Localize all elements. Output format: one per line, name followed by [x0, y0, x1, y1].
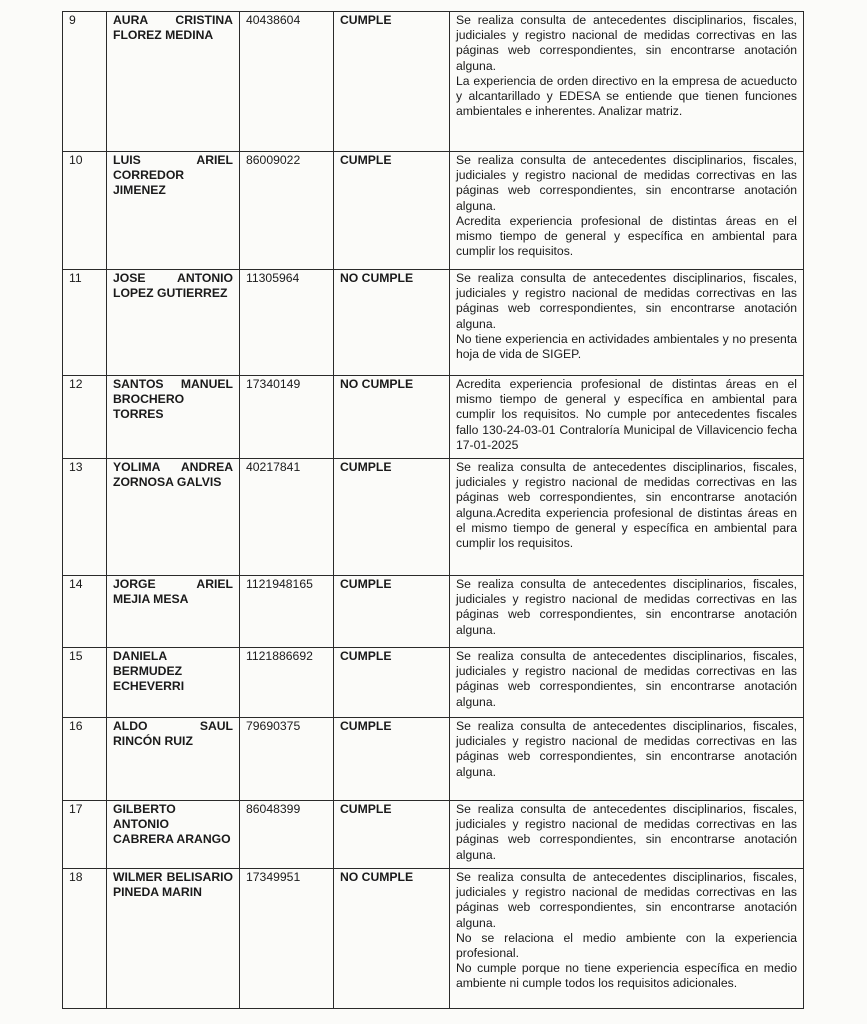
candidate-name: YOLIMA ANDREA ZORNOSA GALVIS — [107, 459, 240, 576]
observation-text: Se realiza consulta de antecedentes disciplinarios, fiscales, judiciales y registro nacional de medidas correctivas en las páginas web correspondientes, sin encontrarse anotación alguna. — [456, 271, 797, 331]
candidate-id: 17340149 — [240, 376, 334, 459]
table-row — [63, 576, 804, 648]
table-row — [63, 869, 804, 1009]
status-cell: CUMPLE — [334, 576, 450, 648]
candidate-id: 40438604 — [240, 12, 334, 152]
row-number: 17 — [63, 801, 107, 869]
observation-text: Se realiza consulta de antecedentes disciplinarios, fiscales, judiciales y registro nacional de medidas correctivas en las páginas web correspondientes, sin encontrarse anotación alguna. — [456, 719, 797, 779]
row-number: 12 — [63, 376, 107, 459]
observation-text: Acredita experiencia profesional de distintas áreas en el mismo tiempo de general y específica en ambiental para cumplir los requisitos. No cumple por antecedentes fiscales fallo 130-24-03-01 Contraloría Municipal de Villavicencio fecha 17-01-2025 — [456, 377, 797, 452]
row-number: 13 — [63, 459, 107, 576]
table-row — [63, 801, 804, 869]
candidate-id: 17349951 — [240, 869, 334, 1009]
candidate-name: SANTOS MANUEL BROCHERO TORRES — [107, 376, 240, 459]
candidate-name: JORGE ARIEL MEJIA MESA — [107, 576, 240, 648]
table-row — [63, 376, 804, 459]
observation-text: Acredita experiencia profesional de distintas áreas en el mismo tiempo de general y específica en ambiental para cumplir los requisitos. — [456, 213, 797, 259]
observation-text: Se realiza consulta de antecedentes disciplinarios, fiscales, judiciales y registro nacional de medidas correctivas en las páginas web correspondientes, sin encontrarse anotación alguna. — [456, 802, 797, 862]
status-cell: CUMPLE — [334, 801, 450, 869]
candidates-table — [62, 11, 804, 1009]
table-row — [63, 152, 804, 270]
observations-cell — [450, 12, 804, 152]
observations-cell — [450, 152, 804, 270]
row-number: 9 — [63, 12, 107, 152]
observation-text: No se relaciona el medio ambiente con la experiencia profesional. — [456, 930, 797, 961]
table-row — [63, 718, 804, 801]
candidate-name: JOSE ANTONIO LOPEZ GUTIERREZ — [107, 270, 240, 376]
observation-text: Se realiza consulta de antecedentes disciplinarios, fiscales, judiciales y registro nacional de medidas correctivas en las páginas web correspondientes, sin encontrarse anotación alguna. — [456, 870, 797, 930]
table-row — [63, 270, 804, 376]
row-number: 14 — [63, 576, 107, 648]
status-cell: NO CUMPLE — [334, 376, 450, 459]
status-cell: CUMPLE — [334, 718, 450, 801]
observations-cell — [450, 459, 804, 576]
observations-cell — [450, 576, 804, 648]
candidate-id: 86048399 — [240, 801, 334, 869]
observations-cell — [450, 718, 804, 801]
status-cell: CUMPLE — [334, 152, 450, 270]
candidate-name: WILMER BELISARIO PINEDA MARIN — [107, 869, 240, 1009]
row-number: 11 — [63, 270, 107, 376]
table-row — [63, 459, 804, 576]
candidate-id: 11305964 — [240, 270, 334, 376]
candidate-name: AURA CRISTINA FLOREZ MEDINA — [107, 12, 240, 152]
observation-text: Se realiza consulta de antecedentes disciplinarios, fiscales, judiciales y registro nacional de medidas correctivas en las páginas web correspondientes, sin encontrarse anotación alguna. — [456, 153, 797, 213]
row-number: 16 — [63, 718, 107, 801]
status-cell: NO CUMPLE — [334, 869, 450, 1009]
row-number: 15 — [63, 648, 107, 718]
row-number: 18 — [63, 869, 107, 1009]
observation-text: Se realiza consulta de antecedentes disciplinarios, fiscales, judiciales y registro nacional de medidas correctivas en las páginas web correspondientes, sin encontrarse anotación alguna. — [456, 577, 797, 637]
status-cell: CUMPLE — [334, 12, 450, 152]
observations-cell — [450, 376, 804, 459]
candidate-id: 1121886692 — [240, 648, 334, 718]
status-cell: CUMPLE — [334, 459, 450, 576]
candidate-name: ALDO SAUL RINCÓN RUIZ — [107, 718, 240, 801]
observations-cell — [450, 869, 804, 1009]
observations-cell — [450, 270, 804, 376]
candidate-name: GILBERTO ANTONIO CABRERA ARANGO — [107, 801, 240, 869]
observation-text: No cumple porque no tiene experiencia específica en medio ambiente ni cumple todos los requisitos adicionales. — [456, 961, 797, 991]
candidate-id: 79690375 — [240, 718, 334, 801]
candidate-name: DANIELA BERMUDEZ ECHEVERRI — [107, 648, 240, 718]
candidate-id: 1121948165 — [240, 576, 334, 648]
observation-text: No tiene experiencia en actividades ambientales y no presenta hoja de vida de SIGEP. — [456, 331, 797, 362]
candidate-id: 40217841 — [240, 459, 334, 576]
candidate-name: LUIS ARIEL CORREDOR JIMENEZ — [107, 152, 240, 270]
table-row — [63, 648, 804, 718]
observation-text: La experiencia de orden directivo en la empresa de acueducto y alcantarillado y EDESA se entiende que tienen funciones ambientales e inherentes. Analizar matriz. — [456, 73, 797, 119]
row-number: 10 — [63, 152, 107, 270]
observation-text: Se realiza consulta de antecedentes disciplinarios, fiscales, judiciales y registro nacional de medidas correctivas en las páginas web correspondientes, sin encontrarse anotación alguna.Acredita experiencia profesional de distintas áreas en el mismo tiempo de general y específica en ambiental para cumplir los requisitos. — [456, 460, 797, 551]
observation-text: Se realiza consulta de antecedentes disciplinarios, fiscales, judiciales y registro nacional de medidas correctivas en las páginas web correspondientes, sin encontrarse anotación alguna. — [456, 649, 797, 709]
candidate-id: 86009022 — [240, 152, 334, 270]
status-cell: NO CUMPLE — [334, 270, 450, 376]
observations-cell — [450, 801, 804, 869]
observations-cell — [450, 648, 804, 718]
observation-text: Se realiza consulta de antecedentes disciplinarios, fiscales, judiciales y registro nacional de medidas correctivas en las páginas web correspondientes, sin encontrarse anotación alguna. — [456, 13, 797, 73]
status-cell: CUMPLE — [334, 648, 450, 718]
table-row — [63, 12, 804, 152]
